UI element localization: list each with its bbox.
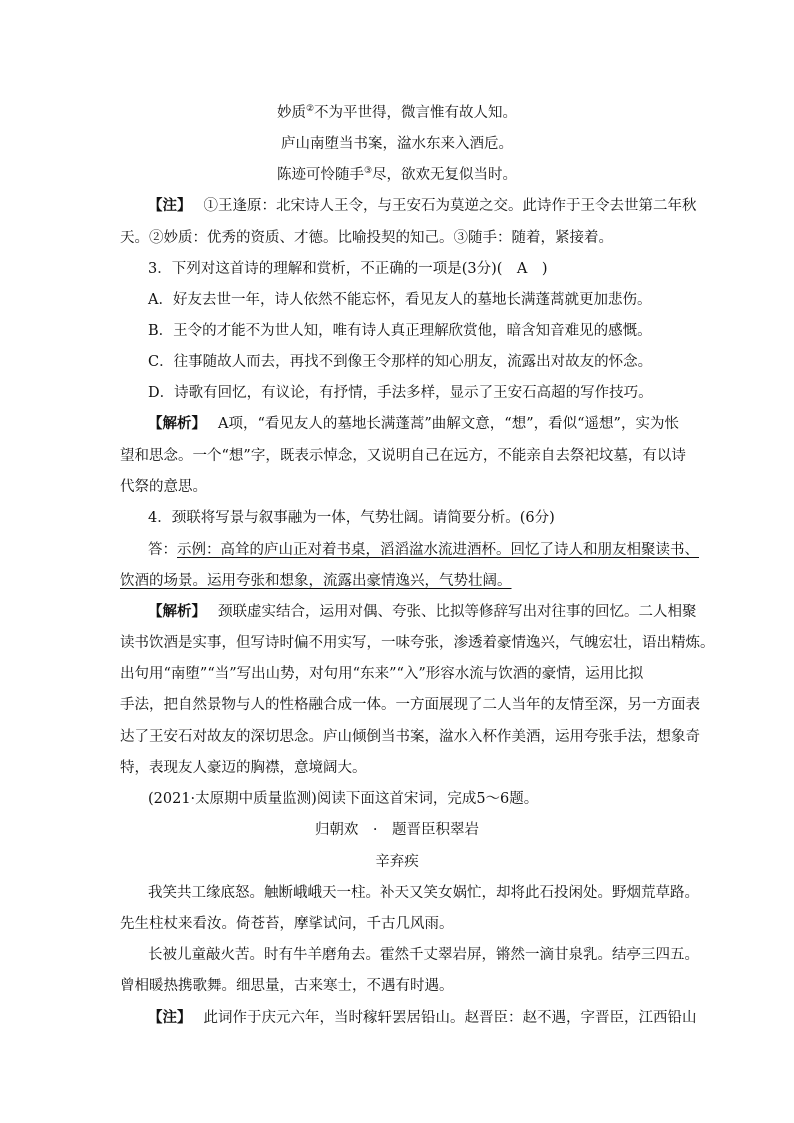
analysis-4-line-3: 出句用“南堕”“当”写出山势，对句用“东来”“入”形容水流与饮酒的豪情，运用比拟	[120, 666, 644, 682]
ci-note	[148, 1008, 697, 1028]
question-3-option-b: B．王令的才能不为世人知，唯有诗人真正理解欣赏他，暗含知音难见的感慨。	[148, 323, 652, 339]
poem-author: 辛弃疾	[375, 854, 419, 870]
note-text: 此词作于庆元六年，当时稼轩罢居铅山。赵晋臣：赵不遇，字晋臣，江西铅山	[203, 1010, 697, 1026]
analysis-3-line-3: 代祭的意思。	[120, 479, 207, 495]
poem-text: 不为平世得，微言惟有故人知。	[314, 105, 518, 121]
analysis-4-line-6: 特，表现友人豪迈的胸襟，意境阔大。	[120, 760, 367, 776]
question-3-stem: 3．下列对这首诗的理解和赏析，不正确的一项是(3分)( A )	[148, 261, 548, 277]
ci-stanza-2-line-1: 长被儿童敲火苦。时有牛羊磨角去。霍然千丈翠岩屏，锵然一滴甘泉乳。结亭三四五。	[148, 947, 699, 963]
answer-text: 示例：高耸的庐山正对着书桌，滔滔湓水流进酒杯。回忆了诗人和朋友相聚读书、	[177, 542, 699, 558]
note-paragraph	[148, 196, 697, 216]
question-4-answer-line-2: 饮酒的场景。运用夸张和想象，流露出豪情逸兴，气势壮阔。	[120, 573, 512, 589]
note-text: ①王逢原：北宋诗人王令，与王安石为莫逆之交。此诗作于王令去世第二年秋	[203, 198, 697, 214]
ci-stanza-2-line-2: 曾相暖热携歌舞。细思量，古来寒士，不遇有时遇。	[120, 978, 454, 994]
analysis-label: 【解析】	[148, 603, 206, 620]
analysis-4-line-5: 达了王安石对故友的深切思念。庐山倾倒当书案，湓水入杯作美酒，运用夸张手法，想象奇	[120, 729, 700, 745]
poem-title: 归朝欢 · 题晋臣积翠岩	[314, 822, 480, 838]
ci-stanza-1-line-2: 先生柱杖来看汝。倚苍苔，摩挲试问，千古几风雨。	[120, 916, 454, 932]
note-text-line-2: 天。②妙质：优秀的资质、才德。比喻投契的知己。③随手：随着，紧接着。	[120, 230, 613, 246]
question-3-option-d: D．诗歌有回忆，有议论，有抒情，手法多样，显示了王安石高超的写作技巧。	[148, 385, 653, 401]
poem-line-2: 庐山南堕当书案，湓水东来入酒卮。	[281, 136, 513, 152]
ci-stanza-1-line-1: 我笑共工缘底怒。触断峨峨天一柱。补天又笑女娲忙，却将此石投闲处。野烟荒草路。	[148, 885, 699, 901]
note-label: 【注】	[148, 1009, 192, 1026]
poem-line-1	[0, 103, 794, 123]
footnote-marker: ②	[305, 104, 315, 114]
question-4-answer-line-1	[148, 540, 699, 560]
poem-text: 尽，欲欢无复似当时。	[372, 167, 518, 183]
note-label: 【注】	[148, 197, 192, 214]
poem-text: 妙质	[276, 105, 306, 121]
footnote-marker: ③	[363, 166, 373, 176]
analysis-label: 【解析】	[148, 415, 206, 432]
analysis-4-line-2: 读书饮酒是实事，但写诗时偏不用实写，一味夸张，渗透着豪情逸兴，气魄宏壮，语出精炼。	[120, 635, 715, 651]
answer-label: 答：	[148, 542, 177, 558]
analysis-4-line-4: 手法，把自然景物与人的性格融合成一体。一方面展现了二人当年的友情至深，另一方面表	[120, 697, 700, 713]
poem-line-3	[0, 165, 794, 185]
analysis-4-line-1	[148, 602, 697, 622]
question-3-option-a: A．好友去世一年，诗人依然不能忘怀，看见友人的墓地长满蓬蒿就更加悲伤。	[148, 292, 652, 308]
analysis-3-line-2: 望和思念。一个“想”字，既表示悼念，又说明自己在远方，不能亲自去祭祀坟墓，有以诗	[120, 448, 686, 464]
analysis-text: A项，“看见友人的墓地长满蓬蒿”曲解文意，“想”，看似“遥想”，实为怅	[218, 416, 679, 432]
analysis-3-line-1	[148, 414, 679, 434]
poem-text: 陈迹可怜随手	[276, 167, 364, 183]
analysis-text: 颈联虚实结合，运用对偶、夸张、比拟等修辞写出对往事的回忆。二人相聚	[218, 604, 697, 620]
question-3-option-c: C．往事随故人而去，再找不到像王令那样的知心朋友，流露出对故友的怀念。	[148, 354, 653, 370]
section-intro: (2021·太原期中质量监测)阅读下面这首宋词，完成5～6题。	[148, 791, 539, 807]
question-4-stem: 4．颈联将写景与叙事融为一体，气势壮阔。请简要分析。(6分)	[148, 510, 555, 526]
